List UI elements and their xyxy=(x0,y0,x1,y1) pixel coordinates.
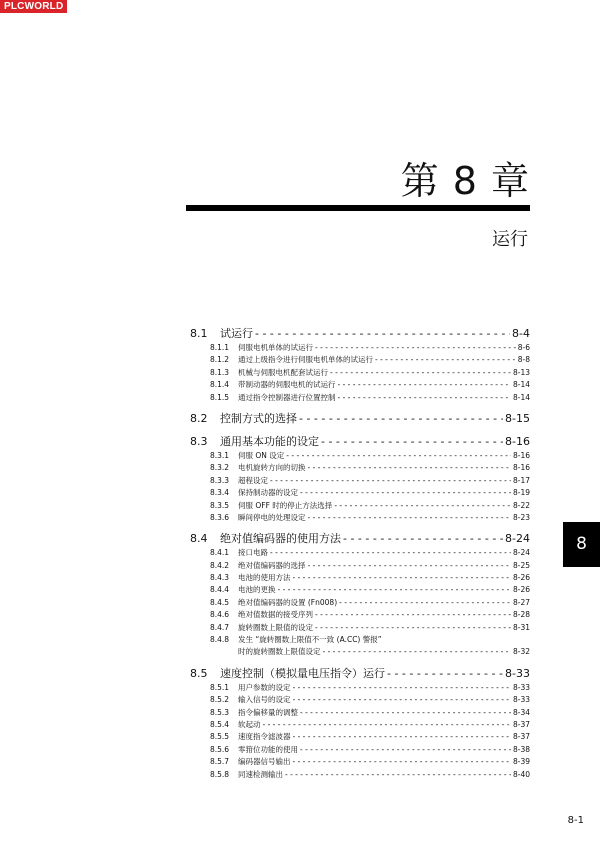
toc-subsection-entry xyxy=(190,487,530,499)
toc-subsection-title: 发生 “旋转圈数上限值不一致 (A.CC) 警报” xyxy=(238,635,382,645)
toc-subsection-title: 伺服 OFF 时的停止方法选择 xyxy=(238,500,333,510)
toc-subsection-entry xyxy=(190,731,530,743)
toc-subsection-title: 零箝位功能的使用 xyxy=(238,744,298,754)
toc-section-title: 绝对值编码器的使用方法 xyxy=(220,532,341,546)
toc-subsection-title: 伺服电机单体的试运行 xyxy=(238,343,313,352)
toc-section-entry xyxy=(190,433,530,450)
chapter-title: 第 8 章 xyxy=(400,159,530,203)
toc-subsection-title: 接口电路 xyxy=(238,548,268,558)
toc-leader-dashes xyxy=(285,769,511,781)
toc-subsection-page: 8-8 xyxy=(517,355,530,365)
toc-subsection-number: 8.5.4 xyxy=(210,719,230,729)
toc-subsection-page: 8-16 xyxy=(512,463,530,473)
chapter-subtitle: 运行 xyxy=(492,229,528,250)
toc-subsection-entry xyxy=(190,682,530,694)
toc-subsection-page: 8-26 xyxy=(512,573,530,583)
toc-subsection-title: 通过指令控制器进行位置控制 xyxy=(238,392,336,402)
toc-subsection-number: 8.3.4 xyxy=(210,488,230,498)
toc-leader-dashes xyxy=(315,622,511,634)
toc-subsection-number: 8.4.7 xyxy=(210,622,230,632)
toc-leader-dashes xyxy=(263,719,511,731)
toc-section-page: 8-15 xyxy=(505,411,530,425)
toc-subsection-title: 指令偏移量的调整 xyxy=(238,707,298,717)
toc-leader-dashes xyxy=(293,572,511,584)
toc-subsection-title: 超程设定 xyxy=(238,475,268,485)
toc-subsection-title: 保持制动器的设定 xyxy=(238,488,298,498)
toc-leader-dashes xyxy=(293,682,511,694)
toc-subsection-title: 电机旋转方向的切换 xyxy=(238,463,306,473)
toc-subsection-title: 通过上级指令进行伺服电机单体的试运行 xyxy=(238,355,373,365)
toc-subsection-number: 8.1.3 xyxy=(210,367,230,377)
toc-subsection-number: 8.3.1 xyxy=(210,450,230,460)
toc-section-entry xyxy=(190,325,530,342)
toc-section-entry xyxy=(190,410,530,427)
toc-section-number: 8.2 xyxy=(190,411,208,425)
plcworld-logo: PLCWORLD xyxy=(0,0,67,13)
toc-leader-dashes xyxy=(375,354,516,366)
toc-subsection-entry xyxy=(190,560,530,572)
toc-leader-dashes xyxy=(334,500,511,512)
toc-subsection-number: 8.1.2 xyxy=(210,355,230,365)
toc-subsection-number: 8.4.4 xyxy=(210,585,230,595)
toc-subsection-page: 8-13 xyxy=(512,367,530,377)
toc-leader-dashes xyxy=(308,560,511,572)
toc-leader-dashes xyxy=(270,475,511,487)
toc-subsection-entry xyxy=(190,769,530,781)
toc-leader-dashes xyxy=(300,707,511,719)
toc-subsection-entry xyxy=(190,719,530,731)
toc-subsection-entry xyxy=(190,475,530,487)
toc-leader-dashes xyxy=(315,342,516,354)
toc-leader-dashes xyxy=(255,325,510,342)
toc-subsection-page: 8-32 xyxy=(512,647,530,657)
toc-subsection-page: 8-37 xyxy=(512,732,530,742)
toc-leader-dashes xyxy=(323,646,511,658)
toc-subsection-number: 8.5.3 xyxy=(210,707,230,717)
toc-subsection-entry xyxy=(190,584,530,596)
toc-section-number: 8.5 xyxy=(190,666,208,680)
toc-subsection-page: 8-37 xyxy=(512,719,530,729)
toc-subsection-page: 8-25 xyxy=(512,560,530,570)
toc-leader-dashes xyxy=(343,530,503,547)
toc-subsection-title: 输入信号的设定 xyxy=(238,695,291,705)
toc-subsection-title: 编码器信号输出 xyxy=(238,757,291,767)
toc-subsection-entry xyxy=(190,756,530,768)
toc-subsection-page: 8-39 xyxy=(512,757,530,767)
toc-subsection-entry xyxy=(190,354,530,366)
toc-section-number: 8.3 xyxy=(190,434,208,448)
toc-subsection-number: 8.3.2 xyxy=(210,463,230,473)
toc-subsection-continuation xyxy=(190,646,530,658)
toc-leader-dashes xyxy=(315,609,511,621)
toc-subsection-number: 8.5.6 xyxy=(210,744,230,754)
toc-subsection-page: 8-31 xyxy=(512,622,530,632)
toc-section-title: 速度控制（模拟量电压指令）运行 xyxy=(220,666,385,680)
toc-subsection-page: 8-33 xyxy=(512,682,530,692)
toc-subsection-number: 8.4.3 xyxy=(210,573,230,583)
toc-leader-dashes xyxy=(293,694,511,706)
toc-section-number: 8.1 xyxy=(190,327,208,340)
toc-subsection-number: 8.5.1 xyxy=(210,682,230,692)
toc-subsection-entry xyxy=(190,572,530,584)
toc-leader-dashes xyxy=(293,731,511,743)
toc-subsection-title: 电池的更换 xyxy=(238,585,276,595)
toc-subsection-page: 8-24 xyxy=(512,548,530,558)
toc-subsection-title: 电池的使用方法 xyxy=(238,573,291,583)
toc-section-title: 控制方式的选择 xyxy=(220,411,297,425)
toc-leader-dashes xyxy=(330,367,511,379)
toc-leader-dashes xyxy=(338,392,511,404)
table-of-contents xyxy=(190,325,530,781)
toc-leader-dashes xyxy=(321,433,503,450)
toc-subsection-number: 8.3.6 xyxy=(210,512,230,522)
toc-subsection-title: 机械与伺服电机配套试运行 xyxy=(238,367,328,377)
toc-subsection-entry xyxy=(190,694,530,706)
toc-subsection-number: 8.4.1 xyxy=(210,548,230,558)
toc-subsection-page: 8-22 xyxy=(512,500,530,510)
toc-subsection-entry xyxy=(190,450,530,462)
toc-subsection-number: 8.1.5 xyxy=(210,392,230,402)
toc-subsection-entry xyxy=(190,634,530,646)
toc-subsection-entry xyxy=(190,367,530,379)
toc-section-entry xyxy=(190,665,530,682)
toc-subsection-page: 8-23 xyxy=(512,512,530,522)
toc-subsection-title: 同速检测输出 xyxy=(238,769,283,779)
toc-subsection-number: 8.1.1 xyxy=(210,343,230,352)
toc-subsection-number: 8.4.8 xyxy=(210,635,230,645)
toc-leader-dashes xyxy=(387,665,503,682)
toc-leader-dashes xyxy=(300,487,511,499)
toc-subsection-entry xyxy=(190,547,530,559)
toc-subsection-entry xyxy=(190,744,530,756)
toc-subsection-entry xyxy=(190,392,530,404)
toc-subsection-entry xyxy=(190,462,530,474)
toc-subsection-title: 伺服 ON 设定 xyxy=(238,450,285,460)
toc-section-page: 8-24 xyxy=(505,532,530,546)
toc-subsection-number: 8.4.6 xyxy=(210,610,230,620)
toc-subsection-title: 旋转圈数上限值的设定 xyxy=(238,622,313,632)
toc-subsection-number: 8.5.5 xyxy=(210,732,230,742)
toc-subsection-page: 8-33 xyxy=(512,695,530,705)
toc-subsection-entry xyxy=(190,597,530,609)
toc-section-page: 8-16 xyxy=(505,434,530,448)
toc-section-title: 通用基本功能的设定 xyxy=(220,434,319,448)
toc-subsection-number: 8.3.3 xyxy=(210,475,230,485)
toc-leader-dashes xyxy=(308,512,511,524)
toc-subsection-page: 8-27 xyxy=(512,597,530,607)
page-number: 8-1 xyxy=(567,815,584,826)
toc-subsection-entry xyxy=(190,707,530,719)
toc-subsection-number: 8.4.2 xyxy=(210,560,230,570)
toc-subsection-number: 8.5.8 xyxy=(210,769,230,779)
toc-leader-dashes xyxy=(270,547,511,559)
toc-subsection-page: 8-6 xyxy=(517,343,530,352)
toc-subsection-entry xyxy=(190,342,530,354)
toc-leader-dashes xyxy=(278,584,511,596)
toc-subsection-title: 绝对值数据的接受序列 xyxy=(238,610,313,620)
toc-subsection-number: 8.4.5 xyxy=(210,597,230,607)
toc-subsection-page: 8-17 xyxy=(512,475,530,485)
toc-subsection-page: 8-34 xyxy=(512,707,530,717)
toc-subsection-number: 8.5.7 xyxy=(210,757,230,767)
toc-leader-dashes xyxy=(300,744,511,756)
toc-section-entry xyxy=(190,530,530,547)
toc-subsection-page: 8-16 xyxy=(512,450,530,460)
chapter-side-tab: 8 xyxy=(563,522,600,567)
toc-subsection-number: 8.5.2 xyxy=(210,695,230,705)
toc-leader-dashes xyxy=(339,597,511,609)
toc-leader-dashes xyxy=(338,379,511,391)
toc-subsection-number: 8.1.4 xyxy=(210,380,230,390)
toc-leader-dashes xyxy=(286,450,511,462)
toc-subsection-page: 8-19 xyxy=(512,488,530,498)
toc-subsection-entry xyxy=(190,500,530,512)
toc-section-page: 8-33 xyxy=(505,666,530,680)
toc-subsection-title: 速度指令滤波器 xyxy=(238,732,291,742)
toc-subsection-page: 8-14 xyxy=(512,380,530,390)
toc-subsection-title: 带制动器的伺服电机的试运行 xyxy=(238,380,336,390)
toc-leader-dashes xyxy=(299,410,503,427)
toc-subsection-page: 8-38 xyxy=(512,744,530,754)
toc-subsection-page: 8-14 xyxy=(512,392,530,402)
toc-subsection-entry xyxy=(190,622,530,634)
toc-section-title: 试运行 xyxy=(220,327,253,340)
toc-subsection-number: 8.3.5 xyxy=(210,500,230,510)
toc-subsection-title: 软起动 xyxy=(238,719,261,729)
title-rule xyxy=(186,205,530,211)
toc-subsection-entry xyxy=(190,512,530,524)
toc-subsection-title: 绝对值编码器的选择 xyxy=(238,560,306,570)
toc-section-number: 8.4 xyxy=(190,532,208,546)
toc-subsection-entry xyxy=(190,609,530,621)
toc-leader-dashes xyxy=(293,756,511,768)
toc-subsection-page: 8-26 xyxy=(512,585,530,595)
toc-subsection-title-continued: 时的旋转圈数上限值设定 xyxy=(238,647,321,657)
toc-leader-dashes xyxy=(308,462,511,474)
toc-subsection-page: 8-40 xyxy=(512,769,530,779)
toc-subsection-title: 瞬间停电的处理设定 xyxy=(238,512,306,522)
toc-subsection-page: 8-28 xyxy=(512,610,530,620)
toc-subsection-entry xyxy=(190,379,530,391)
toc-section-page: 8-4 xyxy=(512,327,530,340)
toc-subsection-title: 绝对值编码器的设置 (Fn008) xyxy=(238,597,338,607)
toc-subsection-title: 用户参数的设定 xyxy=(238,682,291,692)
